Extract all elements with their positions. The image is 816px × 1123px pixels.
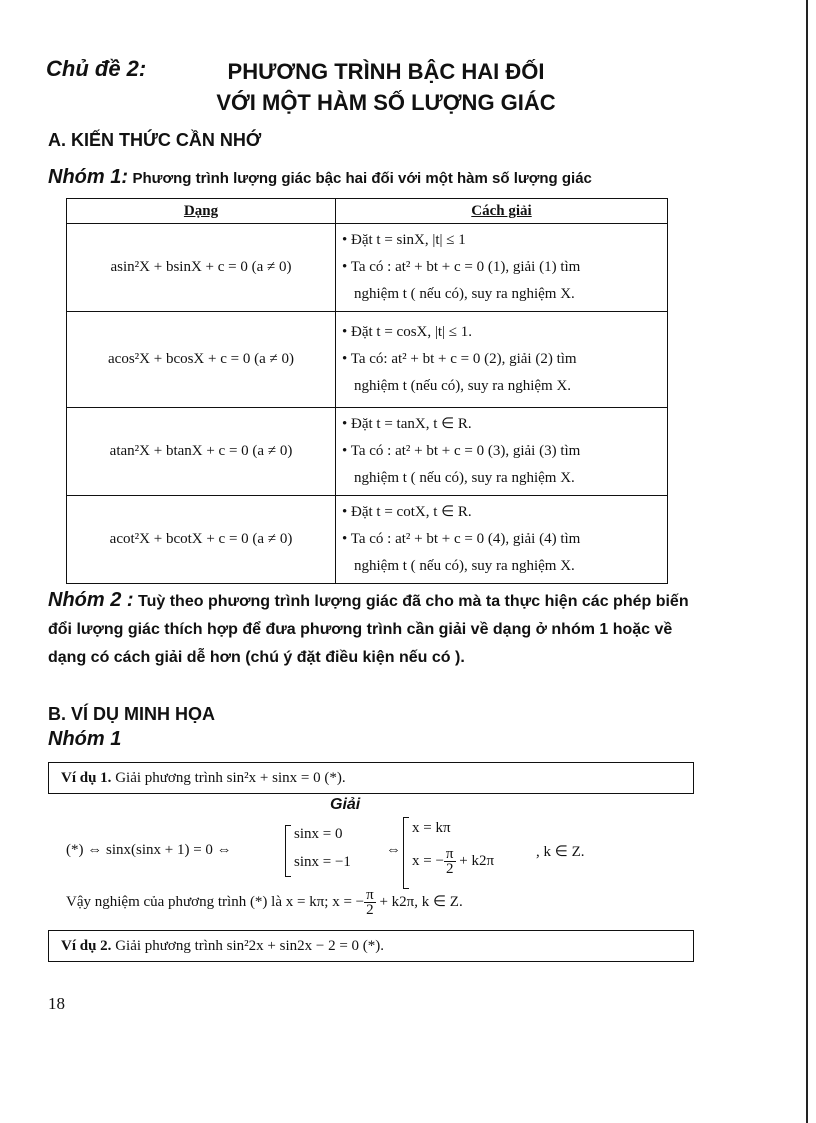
conclusion-prefix: Vậy nghiệm của phương trình (*) là x = kπ; x = − [66,893,365,910]
solution-line: nghiệm t ( nếu có), suy ra nghiệm X. [354,558,575,574]
group-2-text: Tuỳ theo phương trình lượng giác đã cho mà ta thực hiện các phép biến đổi lượng giác thích hợp để đưa phương trình cần giải về dạng ở nhóm 1 hoặc về dạng có cách giải dễ hơn (chú ý đặt điều kiện nếu có ). [48,593,689,666]
example-1-text: Giải phương trình sin²x + sinx = 0 (*). [115,770,346,786]
group-1-intro [48,166,592,189]
page-edge-rule [806,0,808,1123]
table-row [67,496,668,584]
topic-title [186,56,586,118]
solution-line: • Đặt t = tanX, t ∈ R. [342,416,472,432]
example-2-box [48,930,694,962]
solution-line: • Ta có : at² + bt + c = 0 (4), giải (4) tìm [342,531,581,547]
root-2 [412,847,494,876]
case-1: sinx = 0 [294,826,343,842]
solution-cell [336,224,668,312]
form-cell: atan²X + btanX + c = 0 (a ≠ 0) [67,408,336,496]
section-b-heading: B. VÍ DỤ MINH HỌA [48,704,216,724]
solution-line: • Đặt t = cosX, |t| ≤ 1. [342,324,473,340]
forms-table [66,198,668,584]
pi-over-2-fraction [364,888,376,917]
equivalence-symbol: ⇔ [386,842,401,858]
group-2-label: Nhóm 2 : [48,589,134,611]
header-form: Dạng [67,199,336,224]
root-1: x = kπ [412,820,451,836]
example-1-conclusion [66,888,463,917]
table-row [67,408,668,496]
solution-line: nghiệm t ( nếu có), suy ra nghiệm X. [354,470,575,486]
solution-line: • Đặt t = sinX, |t| ≤ 1 [342,232,466,248]
form-cell: acos²X + bcosX + c = 0 (a ≠ 0) [67,312,336,408]
solution-heading: Giải [330,796,361,813]
group-2-paragraph [48,586,708,672]
table-row [67,312,668,408]
root-2-suffix: + k2π [459,852,495,869]
case-2: sinx = −1 [294,854,351,870]
conclusion-suffix: + k2π, k ∈ Z. [379,893,463,910]
fraction-numerator: π [445,846,454,862]
solution-line: • Ta có: at² + bt + c = 0 (2), giải (2) tìm [342,351,577,367]
fraction-denominator: 2 [366,902,374,918]
solution-line: • Ta có : at² + bt + c = 0 (3), giải (3) tìm [342,443,581,459]
group-1-text: Phương trình lượng giác bậc hai đối với một hàm số lượng giác [132,170,592,187]
case-bracket [285,825,291,877]
form-cell: asin²X + bsinX + c = 0 (a ≠ 0) [67,224,336,312]
solution-line: nghiệm t (nếu có), suy ra nghiệm X. [354,378,572,394]
solution-line: nghiệm t ( nếu có), suy ra nghiệm X. [354,286,575,302]
solution-line: • Đặt t = cotX, t ∈ R. [342,504,472,520]
topic-title-line-2: VỚI MỘT HÀM SỐ LƯỢNG GIÁC [216,90,556,115]
header-solution: Cách giải [336,199,668,224]
group-1-label: Nhóm 1: [48,166,128,188]
section-a-heading: A. KIẾN THỨC CẦN NHỚ [48,130,262,150]
fraction-denominator: 2 [445,861,454,877]
solution-cell [336,496,668,584]
solution-step: (*) ⇔ sinx(sinx + 1) = 0 ⇔ [66,842,232,858]
roots-bracket [403,817,409,889]
solution-line: • Ta có : at² + bt + c = 0 (1), giải (1) tìm [342,259,581,275]
solution-cell [336,408,668,496]
example-1-box [48,762,694,794]
topic-label: Chủ đề 2: [46,56,147,81]
table-header-row [67,199,668,224]
page-number: 18 [48,994,65,1013]
example-2-text: Giải phương trình sin²2x + sin2x − 2 = 0 (*). [115,938,385,954]
example-1-label: Ví dụ 1. [61,770,112,786]
table-row [67,224,668,312]
root-2-prefix: x = − [412,852,444,869]
topic-title-line-1: PHƯƠNG TRÌNH BẬC HAI ĐỐI [227,59,545,84]
solution-cell [336,312,668,408]
fraction-numerator: π [366,887,374,903]
example-2-label: Ví dụ 2. [61,938,112,954]
integer-domain: , k ∈ Z. [536,844,585,860]
examples-group-heading: Nhóm 1 [48,728,122,750]
pi-over-2-fraction [444,847,456,876]
form-cell: acot²X + bcotX + c = 0 (a ≠ 0) [67,496,336,584]
